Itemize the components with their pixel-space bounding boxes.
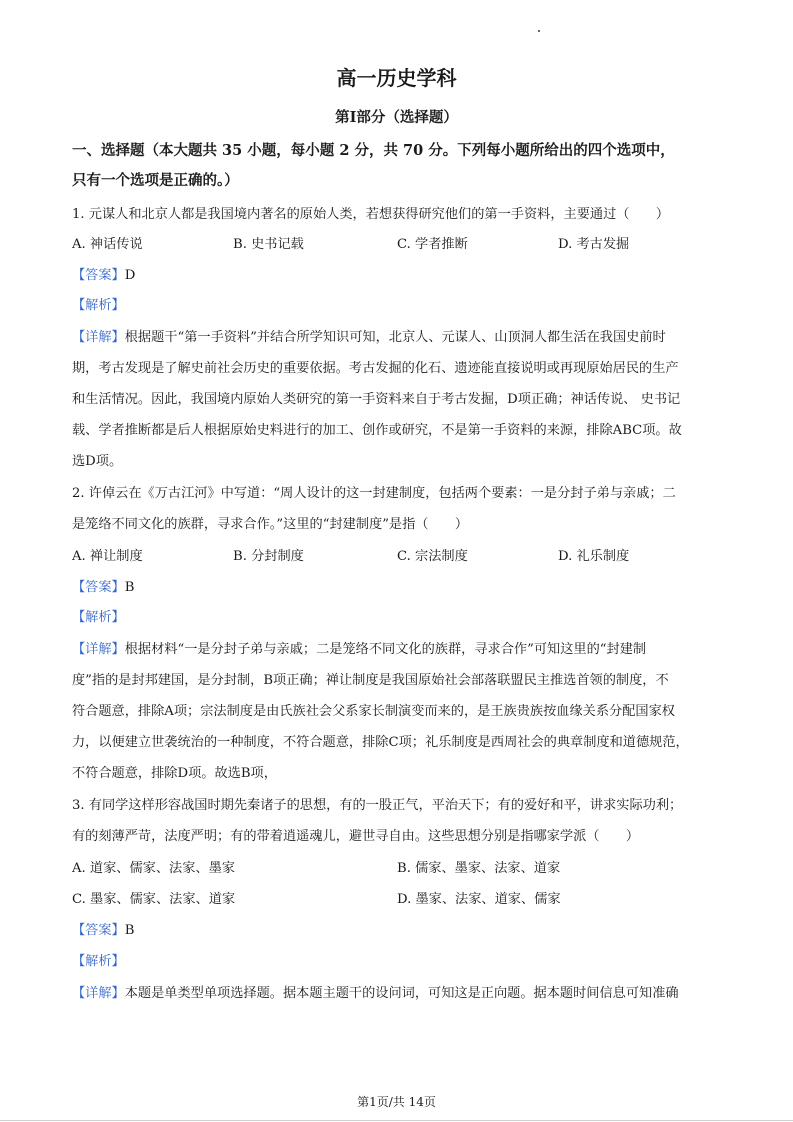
q3-stem-line-1: 3. 有同学这样形容战国时期先秦诸子的思想，有的一股正气，平治天下；有的爱好和平，讲求实际功利； xyxy=(72,798,683,813)
q2-analysis-label: 【解析】 xyxy=(72,610,125,625)
q3-option-a: A. 道家、儒家、法家、墨家 xyxy=(72,861,235,876)
q2-stem-line-1: 2. 许倬云在《万古江河》中写道：“周人设计的这一封建制度，包括两个要素：一是分封子弟与亲戚；二 xyxy=(72,486,676,501)
q2-option-a: A. 禅让制度 xyxy=(72,549,143,564)
detail-label: 【详解】 xyxy=(72,642,125,657)
q1-detail-line-3: 和生活情况。因此，我国境内原始人类研究的第一手资料来自于考古发掘，D项正确；神话传说、 史书记 xyxy=(72,392,681,407)
answer-label: 【答案】 xyxy=(72,268,125,283)
q3-detail-line-1 xyxy=(72,982,679,1001)
page-title: 高一历史学科 xyxy=(336,66,457,90)
q1-answer xyxy=(72,264,135,283)
q2-detail-line-2: 度”指的是封邦建国，是分封制，B项正确；禅让制度是我国原始社会部落联盟民主推选首领的制度，不 xyxy=(72,673,669,688)
q1-option-d: D. 考古发掘 xyxy=(558,237,630,252)
q2-option-d: D. 礼乐制度 xyxy=(558,549,630,564)
answer-label: 【答案】 xyxy=(72,580,125,595)
page-footer: 第1页/共 14页 xyxy=(357,1095,436,1109)
q1-stem: 1. 元谋人和北京人都是我国境内著名的原始人类，若想获得研究他们的第一手资料，主要通过（ ） xyxy=(72,207,670,222)
detail-text: 本题是单类型单项选择题。据本题主题干的设问词，可知这是正向题。据本题时间信息可知准确 xyxy=(124,986,679,1001)
q2-detail-line-4: 力，以便建立世袭统治的一种制度，不符合题意，排除C项；礼乐制度是西周社会的典章制度和道德规范， xyxy=(72,735,689,750)
q3-option-c: C. 墨家、儒家、法家、道家 xyxy=(72,892,236,907)
section-heading-line-1: 一、选择题（本大题共 35 小题，每小题 2 分，共 70 分。下列每小题所给出的四个选项中， xyxy=(72,142,675,159)
q1-detail-line-1 xyxy=(72,326,666,345)
q2-stem-line-2: 是笼络不同文化的族群，寻求合作。”这里的“封建制度”是指（ ） xyxy=(72,517,469,532)
q1-option-b: B. 史书记载 xyxy=(233,237,304,252)
q3-option-d: D. 墨家、法家、道家、儒家 xyxy=(397,892,561,907)
q3-answer xyxy=(72,919,134,938)
q2-detail-line-3: 符合题意，排除A项；宗法制度是由氏族社会父系家长制演变而来的，是王族贵族按血缘关系分配国家权 xyxy=(72,704,675,719)
detail-text: 根据题干“第一手资料”并结合所学知识可知，北京人、元谋人、山顶洞人都生活在我国史前时 xyxy=(124,330,666,345)
answer-value: B xyxy=(124,923,135,938)
answer-label: 【答案】 xyxy=(72,923,125,938)
detail-label: 【详解】 xyxy=(72,330,125,345)
scan-dot xyxy=(538,30,540,32)
detail-text: 根据材料“一是分封子弟与亲戚；二是笼络不同文化的族群，寻求合作”可知这里的“封建制 xyxy=(124,642,647,657)
q3-option-b: B. 儒家、墨家、法家、道家 xyxy=(397,861,561,876)
bottom-rule xyxy=(0,1120,793,1121)
q2-option-b: B. 分封制度 xyxy=(233,549,304,564)
q1-detail-line-2: 期，考古发现是了解史前社会历史的重要依据。考古发掘的化石、遗迹能直接说明或再现原始居民的生产 xyxy=(72,361,679,376)
q3-analysis-label: 【解析】 xyxy=(72,954,125,969)
answer-value: D xyxy=(124,268,136,283)
detail-label: 【详解】 xyxy=(72,986,125,1001)
q2-detail-line-5: 不符合题意，排除D项。故选B项， xyxy=(72,766,277,781)
q1-detail-line-4: 载、学者推断都是后人根据原始史料进行的加工、创作或研究，不是第一手资料的来源，排除ABC项。故 xyxy=(72,423,682,438)
q2-detail-line-1 xyxy=(72,638,646,657)
q1-detail-line-5: 选D项。 xyxy=(72,454,123,469)
q1-option-a: A. 神话传说 xyxy=(72,237,143,252)
q2-answer xyxy=(72,576,134,595)
q2-option-c: C. 宗法制度 xyxy=(397,549,468,564)
q3-stem-line-2: 有的刻薄严苛，法度严明；有的带着逍遥魂儿，避世寻自由。这些思想分别是指哪家学派（ ） xyxy=(72,829,640,844)
q1-analysis-label: 【解析】 xyxy=(72,298,125,313)
part-subtitle: 第Ⅰ部分（选择题） xyxy=(335,109,458,126)
answer-value: B xyxy=(124,580,135,595)
q1-option-c: C. 学者推断 xyxy=(397,237,468,252)
section-heading-line-2: 只有一个选项是正确的。） xyxy=(72,172,239,189)
